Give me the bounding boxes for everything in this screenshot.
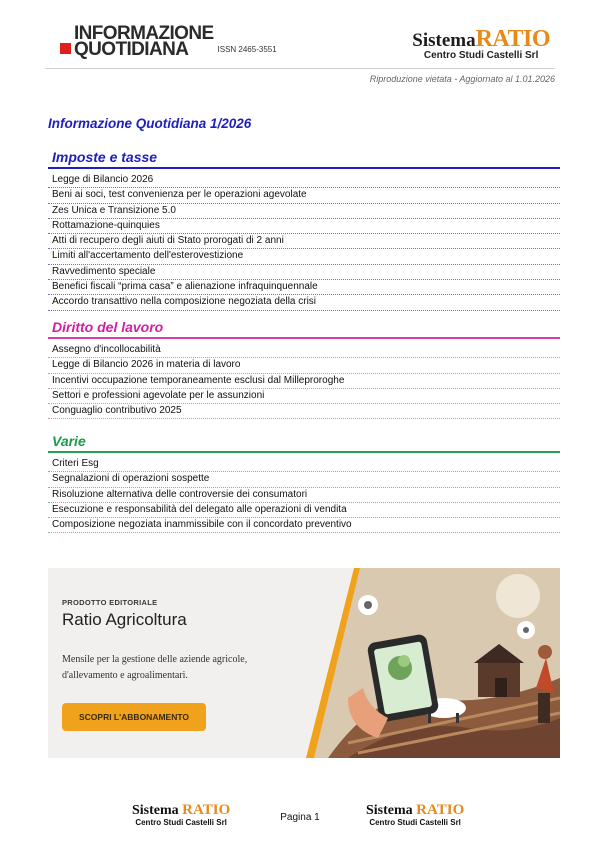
footer-logo-right [366, 802, 464, 827]
banner-description-line-1: Mensile per la gestione delle aziende agricole, [62, 654, 248, 665]
article-link[interactable]: Rottamazione-quinquies [48, 219, 560, 234]
banner-description [62, 652, 282, 684]
section-title: Imposte e tasse [52, 149, 158, 165]
article-link[interactable]: Zes Unica e Transizione 5.0 [48, 204, 560, 219]
logo-line-1: INFORMAZIONE [74, 23, 214, 44]
section-diritto-del-lavoro [48, 318, 560, 419]
footer-sistema: Sistema [366, 803, 413, 818]
issue-title: Informazione Quotidiana 1/2026 [48, 116, 252, 131]
article-link[interactable]: Benefici fiscali “prima casa” e alienazione infraquinquennale [48, 280, 560, 295]
footer-ratio: RATIO [416, 802, 465, 818]
section-varie [48, 432, 560, 533]
banner-description-line-2: d'allevamento e agroalimentari. [62, 670, 188, 681]
brand-subtitle: Centro Studi Castelli Srl [423, 50, 539, 61]
article-link[interactable]: Risoluzione alternativa delle controversie dei consumatori [48, 488, 560, 503]
article-link[interactable]: Accordo transattivo nella composizione negoziata della crisi [48, 295, 560, 310]
article-link[interactable]: Ravvedimento speciale [48, 265, 560, 280]
article-link[interactable]: Settori e professioni agevolate per le assunzioni [48, 389, 560, 404]
article-link[interactable]: Legge di Bilancio 2026 [48, 173, 560, 188]
banner-kicker: PRODOTTO EDITORIALE [62, 598, 158, 607]
footer-subtitle: Centro Studi Castelli Srl [369, 818, 461, 827]
header-divider [45, 68, 555, 69]
subscribe-button[interactable]: SCOPRI L'ABBONAMENTO [62, 703, 206, 731]
article-link[interactable]: Conguaglio contributivo 2025 [48, 404, 560, 419]
banner-title: Ratio Agricoltura [62, 610, 187, 629]
section-divider [48, 451, 560, 453]
article-link[interactable]: Limiti all'accertamento dell'esterovestizione [48, 249, 560, 264]
ratio-agricoltura-banner[interactable] [48, 568, 560, 758]
informazione-quotidiana-logo [60, 23, 277, 60]
footer-ratio: RATIO [182, 802, 231, 818]
article-link[interactable]: Beni ai soci, test convenienza per le operazioni agevolate [48, 188, 560, 203]
article-link[interactable]: Criteri Esg [48, 457, 560, 472]
section-imposte-e-tasse [48, 148, 560, 311]
article-link[interactable]: Atti di recupero degli aiuti di Stato prorogati di 2 anni [48, 234, 560, 249]
article-link[interactable]: Composizione negoziata inammissibile con il concordato preventivo [48, 518, 560, 533]
section-title: Varie [52, 433, 86, 449]
footer-sistema: Sistema [132, 803, 179, 818]
article-link[interactable]: Assegno d'incollocabilità [48, 343, 560, 358]
sistema-ratio-logo [412, 26, 550, 61]
page-number: Pagina 1 [280, 812, 320, 823]
article-link[interactable]: Legge di Bilancio 2026 in materia di lavoro [48, 358, 560, 373]
issn: ISSN 2465-3551 [217, 45, 277, 54]
article-link[interactable]: Incentivi occupazione temporaneamente esclusi dal Milleproroghe [48, 374, 560, 389]
footer-subtitle: Centro Studi Castelli Srl [135, 818, 227, 827]
article-link[interactable]: Esecuzione e responsabilità del delegato alle operazioni di vendita [48, 503, 560, 518]
section-title: Diritto del lavoro [52, 319, 164, 335]
reproduction-notice: Riproduzione vietata - Aggiornato al 1.01.2026 [369, 74, 555, 84]
brand-ratio: RATIO [475, 26, 550, 52]
brand-sistema: Sistema [412, 30, 476, 51]
logo-red-square-icon [60, 43, 71, 54]
logo-line-2: QUOTIDIANA [74, 39, 189, 60]
section-divider [48, 337, 560, 339]
section-divider [48, 167, 560, 169]
article-link[interactable]: Segnalazioni di operazioni sospette [48, 472, 560, 487]
